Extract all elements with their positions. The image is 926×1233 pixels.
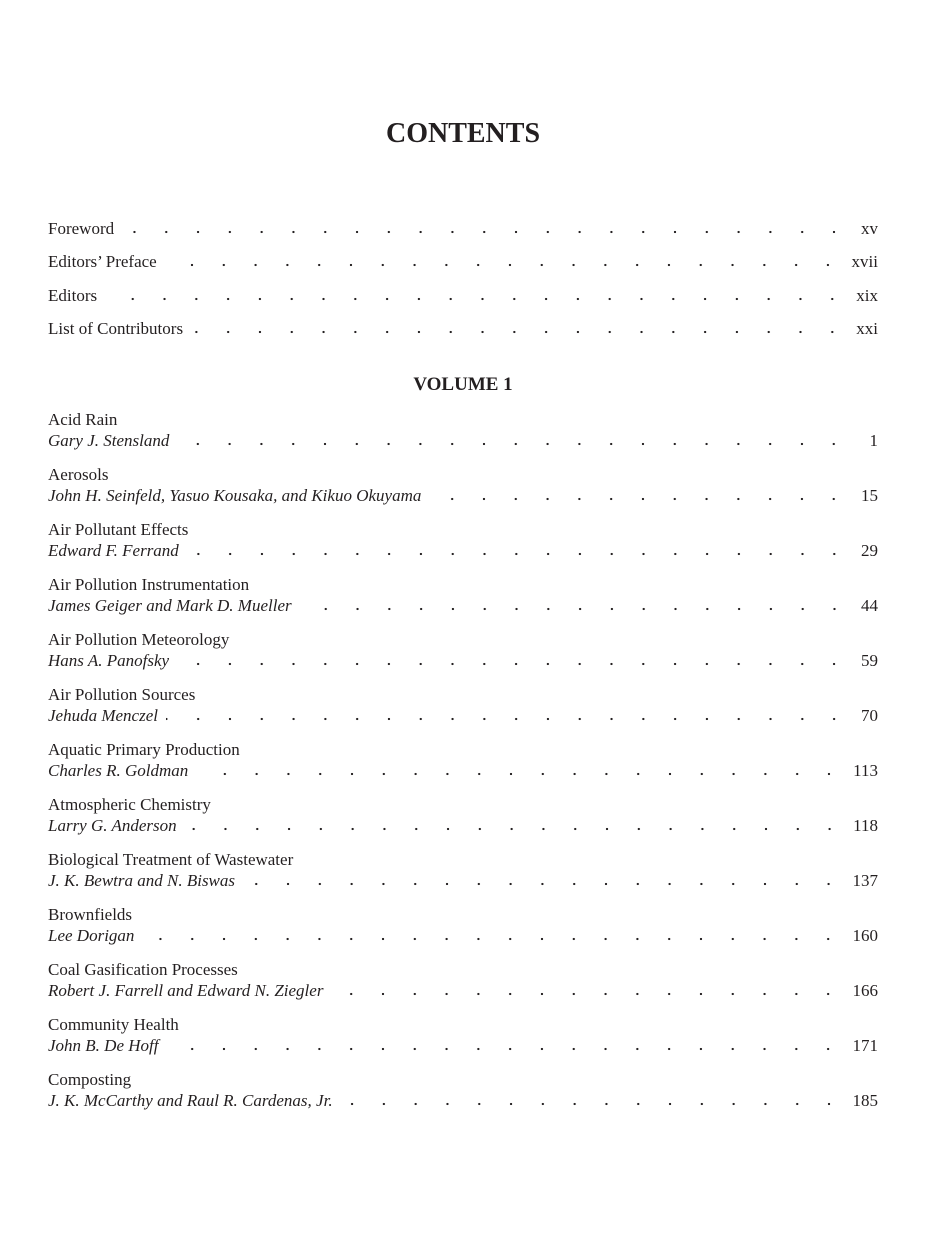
page-number: xxi — [856, 318, 878, 338]
page-number: 44 — [861, 596, 878, 615]
chapter-title: Atmospheric Chemistry — [48, 795, 211, 814]
dot-leader — [300, 607, 850, 611]
dot-leader — [122, 230, 850, 234]
page-number: 29 — [861, 541, 878, 560]
toc-entry[interactable] — [48, 959, 878, 1014]
page-number: 59 — [861, 651, 878, 670]
toc-entry[interactable] — [48, 519, 878, 574]
chapter-title: Composting — [48, 1070, 132, 1089]
page-number: 171 — [852, 1036, 878, 1055]
toc-label: List of Contributors — [48, 318, 184, 338]
page-number: 166 — [852, 981, 878, 1000]
dot-leader — [177, 662, 850, 666]
chapter-authors: John B. De Hoff — [48, 1036, 159, 1055]
chapter-title: Air Pollution Sources — [48, 685, 196, 704]
toc-entry[interactable] — [48, 849, 878, 904]
dot-leader — [191, 330, 848, 334]
toc-front-item[interactable] — [48, 319, 878, 352]
chapter-title: Biological Treatment of Wastewater — [48, 850, 294, 869]
chapter-title: Air Pollution Instrumentation — [48, 575, 250, 594]
page-number: 160 — [852, 926, 878, 945]
toc-front-item[interactable] — [48, 219, 878, 252]
dot-leader — [105, 297, 848, 301]
toc-front-item[interactable] — [48, 252, 878, 285]
dot-leader — [166, 717, 850, 721]
page-number: 137 — [852, 871, 878, 890]
dot-leader — [165, 263, 844, 267]
toc-entry[interactable] — [48, 684, 878, 739]
dot-leader — [166, 1047, 844, 1051]
volume-heading: VOLUME 1 — [413, 374, 513, 395]
chapter-title: Air Pollution Meteorology — [48, 630, 230, 649]
chapter-authors: Lee Dorigan — [48, 926, 135, 945]
toc-entry[interactable] — [48, 794, 878, 849]
chapter-title: Aerosols — [48, 465, 109, 484]
toc-entry[interactable] — [48, 1014, 878, 1069]
toc-entry[interactable] — [48, 739, 878, 794]
toc-entry[interactable] — [48, 574, 878, 629]
toc-entry[interactable] — [48, 1069, 878, 1124]
page-number: 1 — [869, 431, 878, 450]
page-number: 118 — [853, 816, 878, 835]
dot-leader — [185, 827, 846, 831]
chapter-authors: Edward F. Ferrand — [48, 541, 179, 560]
toc-label: Editors — [48, 285, 98, 305]
chapter-authors: Larry G. Anderson — [48, 816, 177, 835]
toc-entry[interactable] — [48, 464, 878, 519]
page-number: 15 — [861, 486, 878, 505]
front-matter-list — [48, 219, 878, 352]
chapter-authors: Robert J. Farrell and Edward N. Ziegler — [48, 981, 324, 1000]
toc-entry[interactable] — [48, 409, 878, 464]
chapter-title: Brownfields — [48, 905, 133, 924]
dot-leader — [341, 1102, 845, 1106]
page-number: 70 — [861, 706, 878, 725]
chapter-title: Coal Gasification Processes — [48, 960, 238, 979]
dot-leader — [142, 937, 844, 941]
chapter-title: Aquatic Primary Production — [48, 740, 240, 759]
chapter-authors: Jehuda Menczel — [48, 706, 158, 725]
page-number: 113 — [853, 761, 878, 780]
dot-leader — [243, 882, 844, 886]
chapter-authors: Gary J. Stensland — [48, 431, 170, 450]
chapter-authors: James Geiger and Mark D. Mueller — [48, 596, 292, 615]
page-number: xv — [861, 219, 878, 238]
dot-leader — [177, 442, 850, 446]
toc-label: Editors’ Preface — [48, 252, 157, 272]
chapter-authors: Hans A. Panofsky — [48, 651, 170, 670]
dot-leader — [429, 497, 850, 501]
toc-entry[interactable] — [48, 629, 878, 684]
dot-leader — [196, 772, 845, 776]
page-number: xvii — [851, 252, 878, 272]
chapter-title: Acid Rain — [48, 410, 118, 429]
chapter-authors: John H. Seinfeld, Yasuo Kousaka, and Kikuo Okuyama — [48, 486, 422, 505]
chapter-authors: J. K. Bewtra and N. Biswas — [48, 871, 236, 890]
dot-leader — [187, 552, 850, 556]
page-number: 185 — [852, 1091, 878, 1110]
toc-front-item[interactable] — [48, 286, 878, 319]
chapter-title: Air Pollutant Effects — [48, 520, 189, 539]
toc-entry[interactable] — [48, 904, 878, 959]
toc-label: Foreword — [48, 219, 115, 238]
chapter-authors: J. K. McCarthy and Raul R. Cardenas, Jr. — [48, 1091, 333, 1110]
page-number: xix — [856, 285, 878, 305]
chapter-list — [48, 409, 878, 1124]
dot-leader — [331, 992, 844, 996]
chapter-authors: Charles R. Goldman — [48, 761, 189, 780]
chapter-title: Community Health — [48, 1015, 179, 1034]
page-title: CONTENTS — [385, 118, 541, 149]
